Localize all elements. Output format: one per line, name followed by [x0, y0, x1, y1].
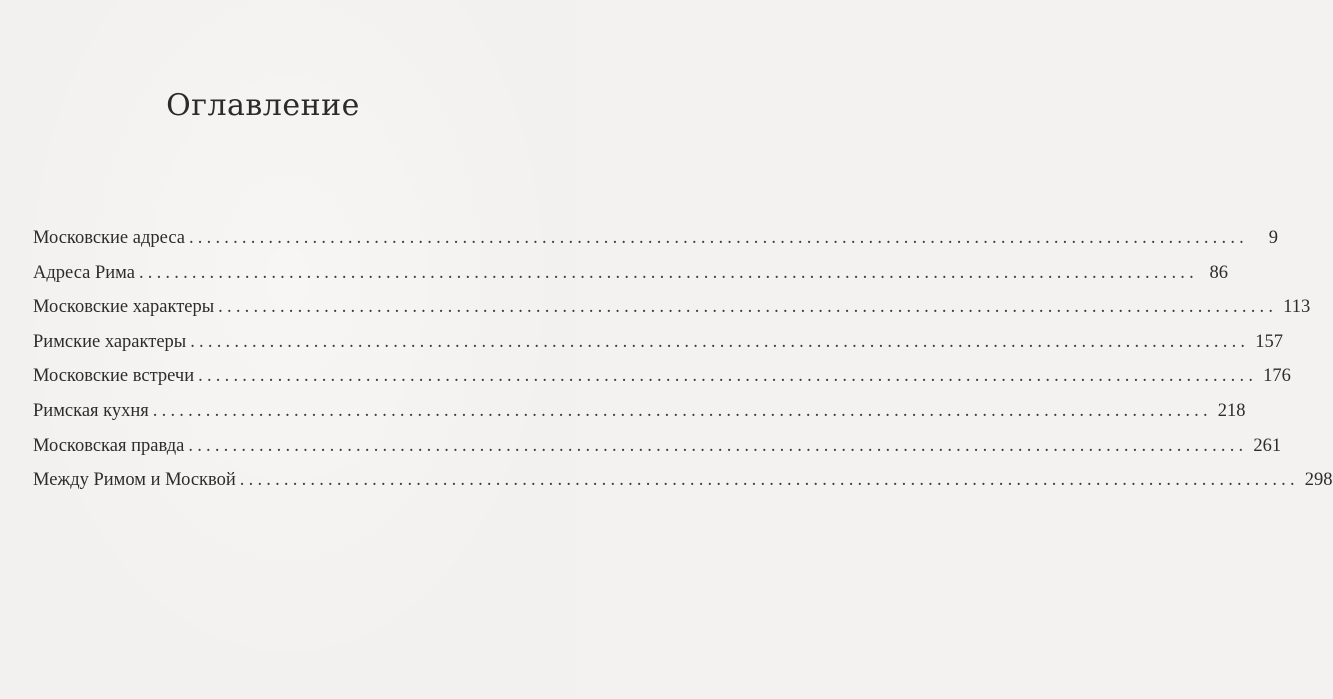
toc-entry-title: Московская правда	[33, 435, 185, 456]
toc-entry-page-number: 86	[1209, 262, 1228, 283]
dot-leader: ........................................................................................................................	[239, 470, 1299, 491]
toc-entry-title: Римская кухня	[33, 400, 149, 421]
dot-leader: ........................................................................................................................	[152, 400, 1212, 421]
toc-entry-page-number: 113	[1283, 297, 1311, 318]
dot-leader: ........................................................................................................................	[188, 228, 1248, 248]
dot-leader: ........................................................................................................................	[218, 297, 1278, 318]
toc-entry-page-number: 261	[1253, 435, 1282, 456]
dot-leader: ........................................................................................................................	[198, 366, 1258, 387]
toc-entry	[33, 470, 1333, 505]
toc-entry-title: Римские характеры	[33, 331, 187, 352]
toc-entry-title: Адреса Рима	[33, 262, 135, 283]
dot-leader: ........................................................................................................................	[190, 331, 1250, 352]
toc-entry-title: Московские адреса	[33, 228, 185, 248]
toc-entry	[33, 331, 1283, 367]
table-of-contents	[33, 228, 1333, 505]
toc-entry-title: Между Римом и Москвой	[33, 470, 236, 491]
toc-entry-page-number: 157	[1255, 331, 1283, 352]
toc-entry	[33, 262, 1228, 298]
toc-entry	[33, 400, 1246, 436]
page-title: Оглавление	[166, 88, 360, 123]
dot-leader: ........................................................................................................................	[188, 435, 1248, 456]
dot-leader: ........................................................................................................................	[138, 262, 1198, 283]
toc-entry-page-number: 9	[1268, 228, 1278, 248]
toc-entry-title: Московские встречи	[33, 366, 195, 387]
toc-entry	[33, 435, 1282, 471]
toc-entry	[33, 366, 1291, 401]
toc-entry	[33, 228, 1278, 263]
toc-entry-page-number: 176	[1263, 366, 1291, 387]
toc-entry-page-number: 218	[1217, 400, 1246, 421]
toc-entry-page-number: 298	[1304, 470, 1333, 491]
toc-entry-title: Московские характеры	[33, 297, 215, 318]
toc-entry	[33, 297, 1311, 332]
